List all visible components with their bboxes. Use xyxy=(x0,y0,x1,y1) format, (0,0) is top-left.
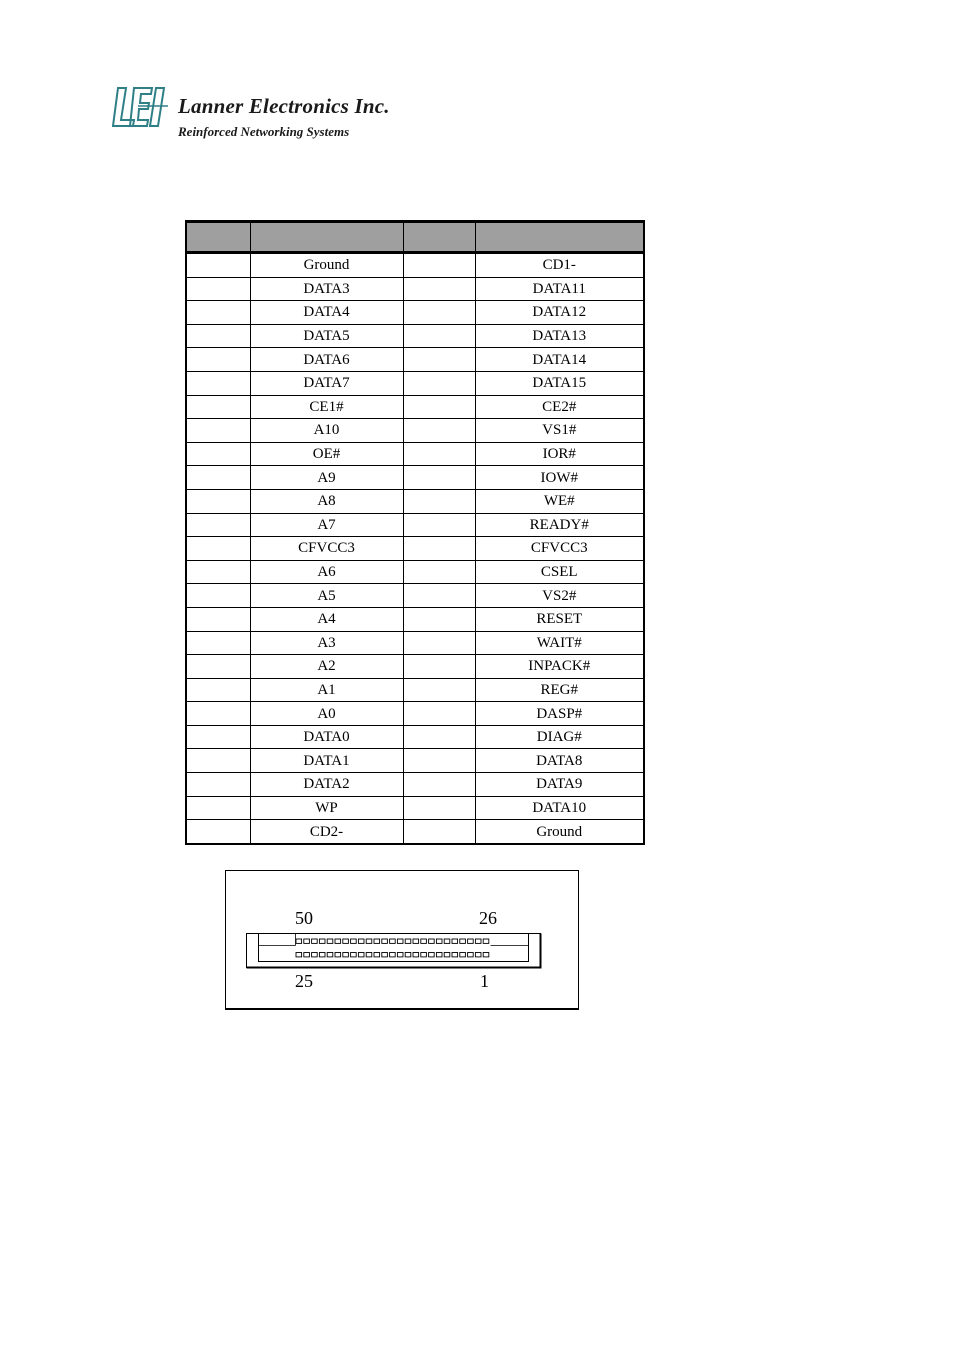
pin-bottom xyxy=(319,953,325,957)
signal-right: WAIT# xyxy=(475,631,644,655)
pin-number-left xyxy=(186,466,250,490)
pin-bottom xyxy=(468,953,474,957)
pin-bottom xyxy=(413,953,419,957)
table-row xyxy=(186,537,644,561)
header-pin-right xyxy=(403,222,475,253)
table-row xyxy=(186,253,644,278)
pin-number-left xyxy=(186,395,250,419)
pin-top xyxy=(319,939,325,943)
lei-logo-icon xyxy=(112,86,174,130)
pin-number-left xyxy=(186,725,250,749)
table-row xyxy=(186,513,644,537)
signal-right: DASP# xyxy=(475,702,644,726)
pin-number-left xyxy=(186,442,250,466)
pin-number-left xyxy=(186,678,250,702)
signal-left: DATA2 xyxy=(250,773,403,797)
pin-number-right xyxy=(403,395,475,419)
pin-number-right xyxy=(403,584,475,608)
pin-top xyxy=(390,939,396,943)
pin-number-left xyxy=(186,584,250,608)
pin-number-left xyxy=(186,655,250,679)
signal-right: VS2# xyxy=(475,584,644,608)
signal-right: CE2# xyxy=(475,395,644,419)
signal-right: DATA10 xyxy=(475,796,644,820)
pin-top xyxy=(468,939,474,943)
pin-number-left xyxy=(186,773,250,797)
pin-bottom xyxy=(429,953,435,957)
signal-right: IOR# xyxy=(475,442,644,466)
table-header-row xyxy=(186,222,644,253)
pin-top xyxy=(312,939,318,943)
pin-number-right xyxy=(403,725,475,749)
pin-number-right xyxy=(403,537,475,561)
pin-table-body xyxy=(186,253,644,844)
pin-number-left xyxy=(186,301,250,325)
pin-number-right xyxy=(403,348,475,372)
pin-bottom xyxy=(436,953,442,957)
signal-left: A6 xyxy=(250,560,403,584)
signal-left: A9 xyxy=(250,466,403,490)
pin-bottom xyxy=(327,953,333,957)
signal-left: DATA4 xyxy=(250,301,403,325)
pin-top xyxy=(382,939,388,943)
table-row xyxy=(186,466,644,490)
pin-bottom xyxy=(382,953,388,957)
signal-left: CFVCC3 xyxy=(250,537,403,561)
pin-number-left xyxy=(186,607,250,631)
pin-number-left xyxy=(186,560,250,584)
pin-bottom xyxy=(475,953,481,957)
pin-bottom xyxy=(304,953,310,957)
pin-number-left xyxy=(186,419,250,443)
signal-right: CSEL xyxy=(475,560,644,584)
pin-label-50: 50 xyxy=(295,908,313,928)
pin-number-left xyxy=(186,820,250,844)
pin-number-left xyxy=(186,631,250,655)
pin-top xyxy=(475,939,481,943)
pin-top xyxy=(460,939,466,943)
pin-number-left xyxy=(186,537,250,561)
pin-top xyxy=(429,939,435,943)
signal-right: CD1- xyxy=(475,253,644,278)
pin-top xyxy=(413,939,419,943)
pin-number-right xyxy=(403,702,475,726)
pin-bottom xyxy=(296,953,302,957)
signal-left: OE# xyxy=(250,442,403,466)
header-pin-left xyxy=(186,222,250,253)
table-row xyxy=(186,489,644,513)
signal-left: A0 xyxy=(250,702,403,726)
table-row xyxy=(186,419,644,443)
pin-top xyxy=(335,939,341,943)
table-row xyxy=(186,725,644,749)
signal-left: DATA0 xyxy=(250,725,403,749)
pin-bottom xyxy=(366,953,372,957)
signal-right: DATA12 xyxy=(475,301,644,325)
pin-number-right xyxy=(403,253,475,278)
signal-right: REG# xyxy=(475,678,644,702)
header-signal-right xyxy=(475,222,644,253)
table-row xyxy=(186,702,644,726)
table-row xyxy=(186,324,644,348)
pin-top xyxy=(421,939,427,943)
signal-right: DATA13 xyxy=(475,324,644,348)
company-tagline: Reinforced Networking Systems xyxy=(178,124,350,139)
signal-left: A2 xyxy=(250,655,403,679)
pin-number-right xyxy=(403,655,475,679)
pin-bottom xyxy=(421,953,427,957)
signal-right: INPACK# xyxy=(475,655,644,679)
signal-left: A10 xyxy=(250,419,403,443)
header-signal-left xyxy=(250,222,403,253)
table-row xyxy=(186,395,644,419)
pin-number-left xyxy=(186,371,250,395)
table-row xyxy=(186,655,644,679)
signal-left: A7 xyxy=(250,513,403,537)
pin-bottom xyxy=(405,953,411,957)
table-row xyxy=(186,607,644,631)
pin-number-right xyxy=(403,607,475,631)
pin-number-right xyxy=(403,371,475,395)
table-row xyxy=(186,560,644,584)
pin-row-bottom xyxy=(296,953,489,957)
table-row xyxy=(186,348,644,372)
pin-number-right xyxy=(403,773,475,797)
pin-top xyxy=(351,939,357,943)
pin-number-left xyxy=(186,489,250,513)
signal-left: A4 xyxy=(250,607,403,631)
pin-bottom xyxy=(351,953,357,957)
pin-number-left xyxy=(186,702,250,726)
signal-right: VS1# xyxy=(475,419,644,443)
pin-number-right xyxy=(403,749,475,773)
signal-right: WE# xyxy=(475,489,644,513)
pin-number-right xyxy=(403,678,475,702)
signal-right: DIAG# xyxy=(475,725,644,749)
pin-number-right xyxy=(403,560,475,584)
table-row xyxy=(186,584,644,608)
pin-number-right xyxy=(403,442,475,466)
pin-label-25: 25 xyxy=(295,971,313,991)
pin-assignment-table xyxy=(185,220,645,845)
pin-bottom xyxy=(335,953,341,957)
signal-right: READY# xyxy=(475,513,644,537)
pin-bottom xyxy=(452,953,458,957)
signal-left: Ground xyxy=(250,253,403,278)
pin-row-top xyxy=(296,939,489,943)
table-row xyxy=(186,678,644,702)
pin-number-right xyxy=(403,513,475,537)
pin-number-left xyxy=(186,513,250,537)
pin-bottom xyxy=(358,953,364,957)
pin-bottom xyxy=(312,953,318,957)
signal-left: DATA1 xyxy=(250,749,403,773)
table-row xyxy=(186,442,644,466)
signal-left: WP xyxy=(250,796,403,820)
signal-left: A8 xyxy=(250,489,403,513)
pin-top xyxy=(452,939,458,943)
pin-number-right xyxy=(403,419,475,443)
pin-top xyxy=(304,939,310,943)
signal-right: DATA15 xyxy=(475,371,644,395)
pin-bottom xyxy=(460,953,466,957)
pin-number-left xyxy=(186,749,250,773)
table-row xyxy=(186,371,644,395)
signal-left: DATA5 xyxy=(250,324,403,348)
pin-number-left xyxy=(186,324,250,348)
signal-right: Ground xyxy=(475,820,644,844)
pin-top xyxy=(366,939,372,943)
pin-bottom xyxy=(483,953,489,957)
pin-top xyxy=(374,939,380,943)
pin-top xyxy=(327,939,333,943)
pin-top xyxy=(358,939,364,943)
pin-bottom xyxy=(374,953,380,957)
pin-number-right xyxy=(403,277,475,301)
pin-top xyxy=(405,939,411,943)
company-name: Lanner Electronics Inc. xyxy=(178,94,390,118)
signal-left: CD2- xyxy=(250,820,403,844)
table-row xyxy=(186,749,644,773)
table-row xyxy=(186,796,644,820)
table-row xyxy=(186,820,644,844)
pin-number-right xyxy=(403,631,475,655)
table-row xyxy=(186,773,644,797)
pin-label-1: 1 xyxy=(480,971,489,991)
signal-left: A5 xyxy=(250,584,403,608)
pin-number-right xyxy=(403,820,475,844)
signal-right: DATA9 xyxy=(475,773,644,797)
pin-label-26: 26 xyxy=(479,908,497,928)
pin-number-left xyxy=(186,348,250,372)
table-row xyxy=(186,631,644,655)
pin-number-left xyxy=(186,277,250,301)
pin-top xyxy=(444,939,450,943)
signal-left: DATA3 xyxy=(250,277,403,301)
signal-left: CE1# xyxy=(250,395,403,419)
signal-left: DATA6 xyxy=(250,348,403,372)
pin-top xyxy=(296,939,302,943)
pin-number-left xyxy=(186,253,250,278)
connector-body xyxy=(246,933,543,969)
signal-right: DATA11 xyxy=(475,277,644,301)
pin-bottom xyxy=(343,953,349,957)
pin-top xyxy=(343,939,349,943)
pin-bottom xyxy=(390,953,396,957)
pin-bottom xyxy=(444,953,450,957)
pin-top xyxy=(397,939,403,943)
pin-top xyxy=(436,939,442,943)
pin-number-right xyxy=(403,489,475,513)
signal-right: DATA14 xyxy=(475,348,644,372)
pin-number-right xyxy=(403,466,475,490)
signal-right: DATA8 xyxy=(475,749,644,773)
connector-diagram xyxy=(225,870,579,1010)
pin-number-left xyxy=(186,796,250,820)
pin-bottom xyxy=(397,953,403,957)
pin-number-right xyxy=(403,301,475,325)
signal-left: DATA7 xyxy=(250,371,403,395)
company-logo xyxy=(112,86,412,146)
pin-top xyxy=(483,939,489,943)
pin-number-right xyxy=(403,324,475,348)
table-row xyxy=(186,277,644,301)
signal-left: A3 xyxy=(250,631,403,655)
signal-right: RESET xyxy=(475,607,644,631)
signal-left: A1 xyxy=(250,678,403,702)
signal-right: IOW# xyxy=(475,466,644,490)
pin-number-right xyxy=(403,796,475,820)
signal-right: CFVCC3 xyxy=(475,537,644,561)
table-row xyxy=(186,301,644,325)
